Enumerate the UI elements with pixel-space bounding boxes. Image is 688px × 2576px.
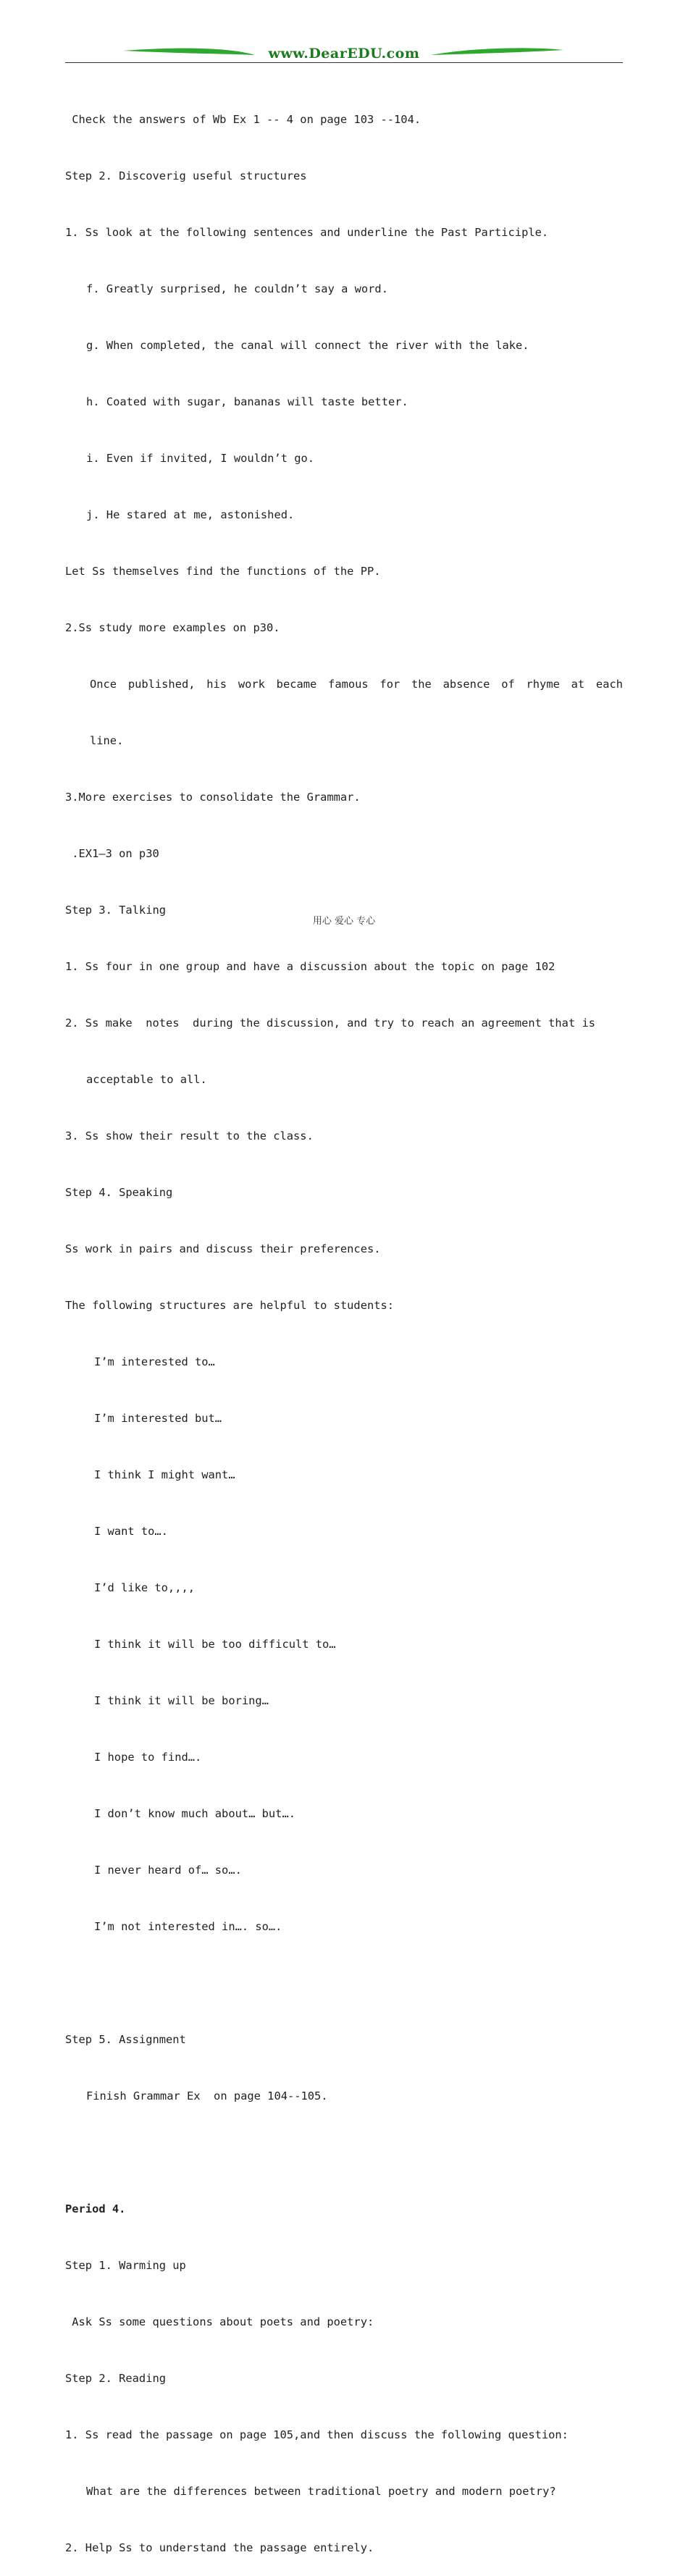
text-line: 3.More exercises to consolidate the Grammar. bbox=[65, 791, 361, 804]
example-sentence: j. He stared at me, astonished. bbox=[86, 508, 295, 521]
text-line: Ask Ss some questions about poets and poetry: bbox=[65, 2315, 374, 2328]
page-footer: 用心 爱心 专心 bbox=[312, 916, 376, 927]
text-line: Ss work in pairs and discuss their preferences. bbox=[65, 1242, 381, 1255]
site-logo: www.DearEDU.com bbox=[268, 46, 420, 62]
example-sentence: h. Coated with sugar, bananas will taste better. bbox=[86, 395, 408, 408]
example-sentence: g. When completed, the canal will connect the river with the lake. bbox=[86, 339, 529, 352]
structure-item: I think it will be too difficult to… bbox=[94, 1638, 336, 1651]
step-heading: Step 4. Speaking bbox=[65, 1186, 173, 1199]
structure-item: I want to…. bbox=[94, 1525, 168, 1538]
example-sentence: line. bbox=[90, 734, 124, 747]
example-sentence: i. Even if invited, I wouldn’t go. bbox=[86, 452, 315, 465]
blank-line bbox=[65, 1974, 623, 1992]
text-line: Check the answers of Wb Ex 1 -- 4 on page 103 --104. bbox=[65, 113, 421, 126]
text-line: 2. Ss make notes during the discussion, and try to reach an agreement that is bbox=[65, 1016, 596, 1030]
step-heading: Step 1. Warming up bbox=[65, 2259, 186, 2272]
text-line: Let Ss themselves find the functions of the PP. bbox=[65, 565, 381, 578]
structure-item: I think it will be boring… bbox=[94, 1694, 269, 1707]
period-heading: Period 4. bbox=[65, 2202, 126, 2215]
text-line: .EX1—3 on p30 bbox=[65, 847, 159, 860]
structure-item: I’d like to,,,, bbox=[94, 1581, 195, 1594]
header-rule bbox=[65, 62, 623, 63]
text-line: 1. Ss look at the following sentences and underline the Past Participle. bbox=[65, 226, 549, 239]
structure-item: I think I might want… bbox=[94, 1468, 235, 1481]
text-line: Finish Grammar Ex on page 104--105. bbox=[86, 2089, 328, 2103]
text-line: 2.Ss study more examples on p30. bbox=[65, 621, 280, 634]
text-line: 3. Ss show their result to the class. bbox=[65, 1129, 314, 1142]
step-heading: Step 2. Discoverig useful structures bbox=[65, 169, 307, 182]
text-line: The following structures are helpful to students: bbox=[65, 1299, 395, 1312]
example-sentence: Once published, his work became famous for the absence of rhyme at each bbox=[90, 678, 623, 691]
structure-item: I never heard of… so…. bbox=[94, 1864, 242, 1877]
step-heading: Step 3. Talking bbox=[65, 904, 166, 917]
text-line: acceptable to all. bbox=[86, 1073, 207, 1086]
structure-item: I hope to find…. bbox=[94, 1751, 202, 1764]
blank-line bbox=[65, 2143, 623, 2162]
text-line: 2. Help Ss to understand the passage entirely. bbox=[65, 2541, 374, 2554]
structure-item: I don’t know much about… but…. bbox=[94, 1807, 295, 1820]
text-line: 1. Ss four in one group and have a discussion about the topic on page 102 bbox=[65, 960, 555, 973]
structure-item: I’m interested but… bbox=[94, 1412, 222, 1425]
text-line: 1. Ss read the passage on page 105,and then discuss the following question: bbox=[65, 2428, 569, 2441]
step-heading: Step 2. Reading bbox=[65, 2372, 166, 2385]
document-body bbox=[65, 72, 623, 2576]
structure-item: I’m interested to… bbox=[94, 1355, 215, 1368]
text-line: What are the differences between traditional poetry and modern poetry? bbox=[86, 2485, 556, 2498]
example-sentence: f. Greatly surprised, he couldn’t say a word. bbox=[86, 282, 388, 295]
structure-item: I’m not interested in…. so…. bbox=[94, 1920, 282, 1933]
step-heading: Step 5. Assignment bbox=[65, 2033, 186, 2046]
